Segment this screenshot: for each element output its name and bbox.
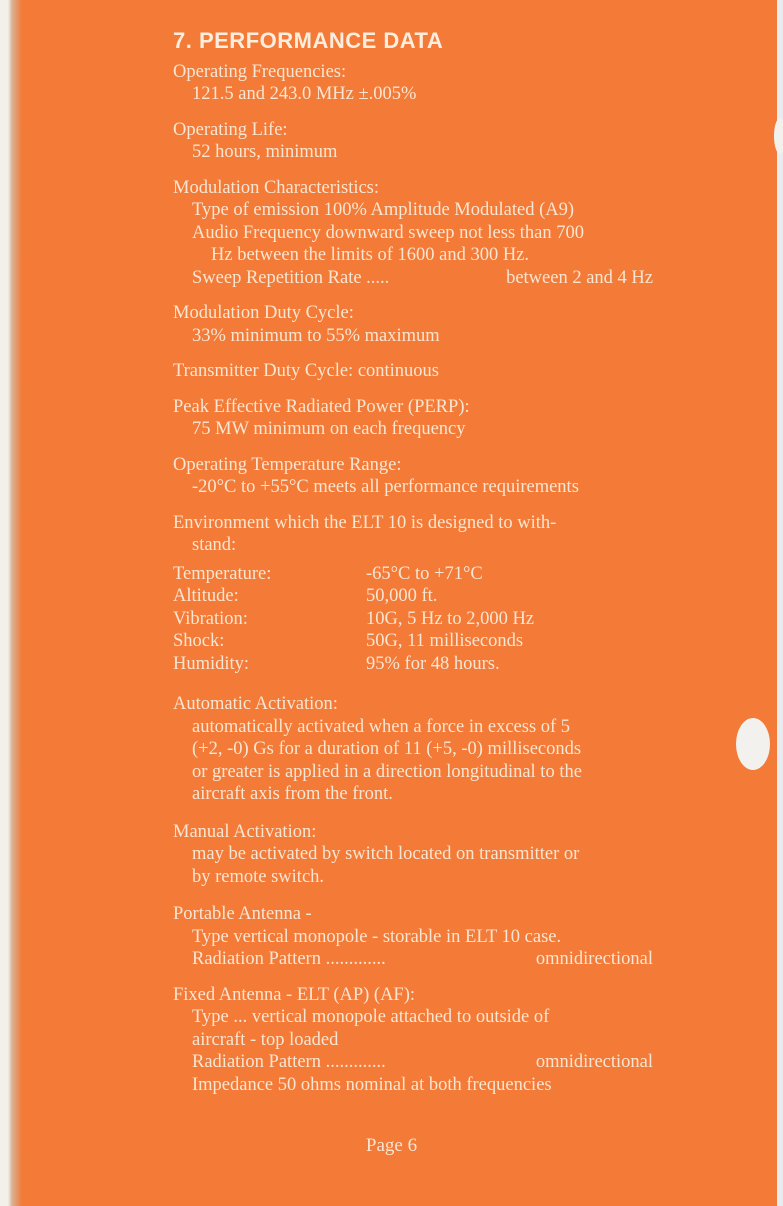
environment-section [173, 512, 653, 557]
spec-value: 10G, 5 Hz to 2,000 Hz [366, 608, 535, 629]
spec-row [173, 563, 653, 586]
automatic-activation-section [173, 693, 653, 806]
section-line: (+2, -0) Gs for a duration of 11 (+5, -0) milliseconds [192, 739, 582, 759]
section-line: Impedance 50 ohms nominal at both frequencies [192, 1074, 552, 1095]
section-line: aircraft - top loaded [192, 1029, 339, 1050]
section-line: aircraft axis from the front. [192, 784, 393, 804]
perp-section [173, 396, 653, 441]
section-line: may be activated by switch located on transmitter or [192, 844, 580, 864]
section-heading: Manual Activation: [173, 821, 317, 842]
spec-row [173, 608, 653, 631]
operating-temperature-section [173, 454, 653, 499]
section-line: Audio Frequency downward sweep not less than 700 [192, 222, 585, 243]
section-heading: Operating Life: [173, 119, 288, 140]
radiation-pattern-row [173, 1051, 653, 1074]
leader-value: between 2 and 4 Hz [506, 267, 653, 288]
section-heading: Environment which the ELT 10 is designed to with- [173, 512, 557, 533]
section-heading: Operating Frequencies: [173, 61, 347, 82]
section-line: stand: [192, 535, 237, 555]
spec-row [173, 585, 653, 608]
environment-specs-table [173, 563, 653, 676]
spec-label: Altitude: [173, 586, 239, 606]
radiation-pattern-row [173, 948, 653, 971]
manual-activation-section [173, 821, 653, 889]
fixed-antenna-section [173, 984, 653, 1097]
page-right-edge [777, 0, 783, 1206]
leader-label: Radiation Pattern ............. [192, 1052, 386, 1072]
section-line: 33% minimum to 55% maximum [192, 325, 440, 346]
section-heading: Operating Temperature Range: [173, 454, 402, 475]
portable-antenna-section [173, 903, 653, 971]
section-line: 121.5 and 243.0 MHz ±.005% [192, 84, 417, 104]
spec-label: Shock: [173, 631, 225, 651]
section-heading: Modulation Characteristics: [173, 177, 380, 198]
spec-value: -65°C to +71°C [366, 563, 483, 584]
section-heading: Portable Antenna - [173, 904, 312, 924]
leader-value: omnidirectional [535, 1052, 653, 1072]
section-heading: Transmitter Duty Cycle: continuous [173, 361, 440, 381]
page-number: Page 6 [365, 1135, 418, 1156]
leader-value: omnidirectional [535, 949, 653, 969]
leader-label: Sweep Repetition Rate ..... [192, 267, 390, 288]
section-line: 75 MW minimum on each frequency [192, 419, 466, 439]
section-line: Type ... vertical monopole attached to outside of [192, 1007, 550, 1027]
section-line: -20°C to +55°C meets all performance requirements [192, 477, 579, 497]
spec-value: 50,000 ft. [366, 586, 438, 606]
spec-label: Temperature: [173, 563, 272, 584]
punch-hole-top [774, 118, 783, 154]
page-binding-edge [0, 0, 22, 1206]
performance-data-content [173, 30, 653, 1109]
spec-row [173, 630, 653, 653]
spec-row [173, 653, 653, 676]
section-line: Type vertical monopole - storable in ELT 10 case. [192, 926, 562, 947]
section-heading: Peak Effective Radiated Power (PERP): [173, 396, 470, 417]
section-heading: Automatic Activation: [173, 694, 338, 714]
operating-life-section [173, 119, 653, 164]
operating-frequencies-section [173, 61, 653, 106]
section-line: Type of emission 100% Amplitude Modulated (A9) [192, 200, 575, 220]
modulation-characteristics-section [173, 177, 653, 290]
spec-label: Vibration: [173, 608, 248, 629]
punch-hole-middle [736, 718, 770, 770]
section-line: or greater is applied in a direction longitudinal to the [192, 761, 582, 782]
section-heading: Modulation Duty Cycle: [173, 303, 354, 323]
section-line: by remote switch. [192, 866, 325, 887]
spec-label: Humidity: [173, 653, 250, 674]
spec-value: 95% for 48 hours. [366, 653, 500, 674]
page-title: 7. PERFORMANCE DATA [173, 28, 444, 53]
modulation-duty-cycle-section [173, 302, 653, 347]
section-line: Hz between the limits of 1600 and 300 Hz. [211, 245, 530, 265]
transmitter-duty-cycle-section [173, 360, 653, 383]
spec-value: 50G, 11 milliseconds [366, 631, 524, 651]
section-heading: Fixed Antenna - ELT (AP) (AF): [173, 984, 416, 1005]
leader-label: Radiation Pattern ............. [192, 949, 386, 969]
section-line: automatically activated when a force in excess of 5 [192, 716, 571, 737]
sweep-repetition-row [173, 267, 653, 290]
section-line: 52 hours, minimum [192, 142, 338, 162]
